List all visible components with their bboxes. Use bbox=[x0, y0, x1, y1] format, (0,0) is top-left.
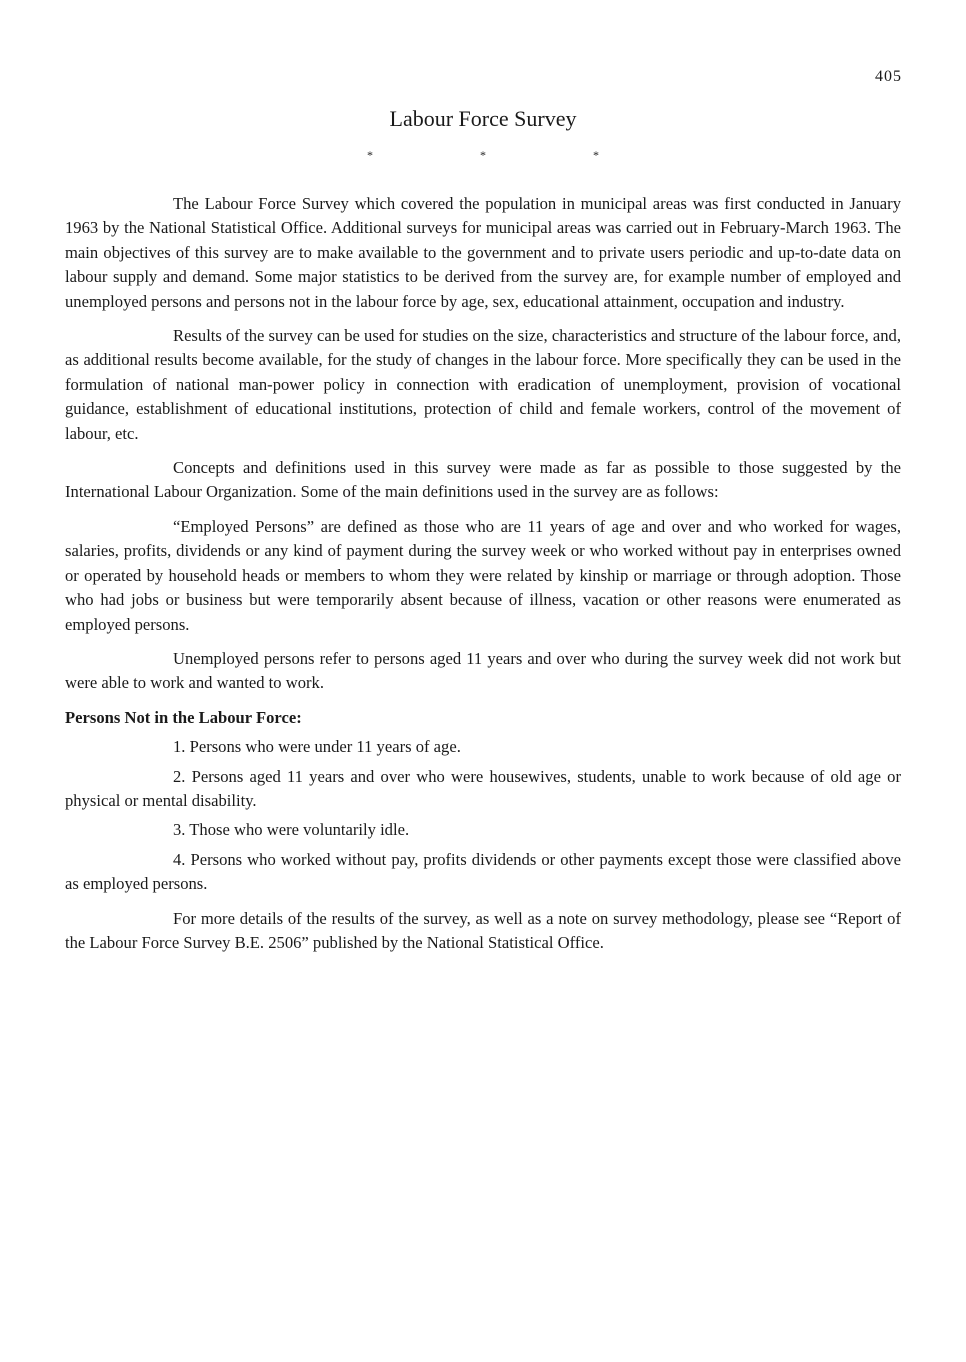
page-number: 405 bbox=[875, 68, 902, 85]
paragraph-closing: For more details of the results of the survey, as well as a note on survey methodology, please see “Report of the Labour Force Survey B.E. 2506” published by the National Statistical Office. bbox=[65, 908, 901, 952]
paragraph-introduction: The Labour Force Survey which covered the population in municipal areas was first conducted in January 1963 by the National Statistical Office. Additional surveys for municipal areas was carried out in February-March 1963. The main objectives of this survey are to make available to the government and to private users periodic and up-to-date data on labour supply and demand. Some major statistics to be derived from the survey are, for example number of employed and unemployed persons and persons not in the labour force by age, sex, educational attainment, occupation and industry. bbox=[65, 194, 901, 311]
list-item: 4. Persons who worked without pay, profits dividends or other payments except those were classified above as employed persons. bbox=[65, 849, 901, 894]
title-ornament: * * * bbox=[367, 148, 651, 162]
paragraph-concepts: Concepts and definitions used in this survey were made as far as possible to those suggested by the International Labour Organization. Some of the main definitions used in the survey are as follows: bbox=[65, 458, 901, 502]
subheading-not-in-labour-force: Persons Not in the Labour Force: bbox=[65, 707, 302, 727]
document-body bbox=[65, 192, 901, 965]
paragraph-employed-definition: “Employed Persons” are defined as those who are 11 years of age and over and who worked for wages, salaries, profits, dividends or any kind of payment during the survey week or who worked without pay in enterprises owned or operated by household heads or members to whom they were related by kinship or marriage or through adoption. Those who had jobs or business but were temporarily absent because of illness, vacation or other reasons were enumerated as employed persons. bbox=[65, 516, 901, 634]
list-item: 1. Persons who were under 11 years of age. bbox=[173, 737, 461, 757]
paragraph-uses: Results of the survey can be used for studies on the size, characteristics and structure of the labour force, and, as additional results become available, for the study of changes in the labour force. More specifically they can be used in the formulation of national man-power policy in connection with eradication of unemployment, provision of vocational guidance, establishment of educational institutions, protection of child and female workers, control of the movement of labour, etc. bbox=[65, 326, 901, 443]
list-item: 2. Persons aged 11 years and over who were housewives, students, unable to work because of old age or physical or mental disability. bbox=[65, 766, 901, 810]
list-item: 3. Those who were voluntarily idle. bbox=[173, 820, 410, 840]
paragraph-unemployed-definition: Unemployed persons refer to persons aged 11 years and over who during the survey week did not work but were able to work and wanted to work. bbox=[65, 648, 901, 693]
page-title: Labour Force Survey bbox=[389, 106, 577, 131]
